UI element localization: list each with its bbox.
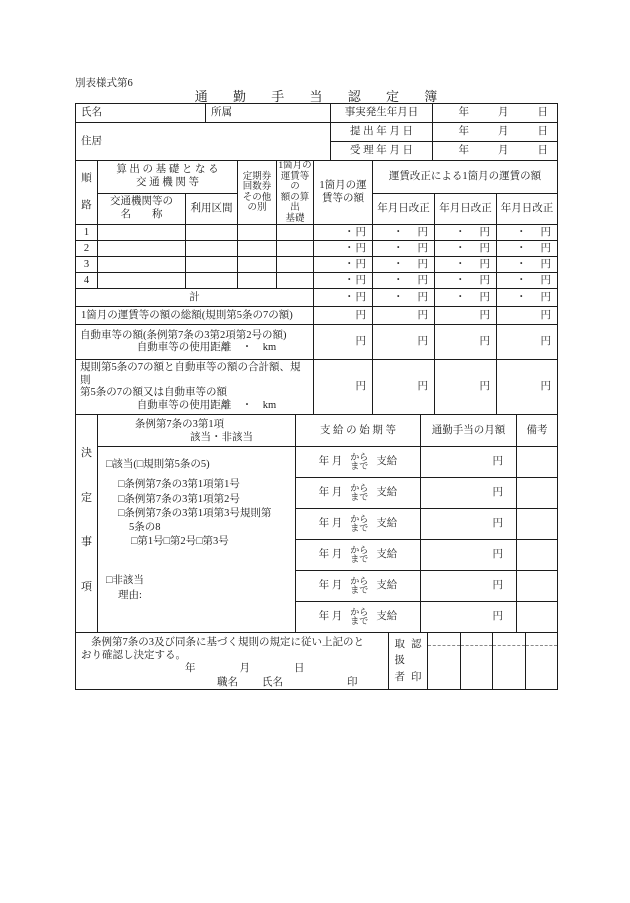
monthly-sum-label: 1箇月の運賃等の額の総額(規則第5条の7の額) [76, 307, 314, 325]
blank-cell [98, 225, 186, 241]
rule-amount-row [76, 360, 558, 415]
revision-amount-cell: ・ 円 [373, 273, 435, 289]
year-label: 年 [458, 145, 469, 156]
blank-cell [277, 241, 314, 257]
revision-col-header: 年月日改正 [497, 193, 558, 224]
payment-period-cell: 年 月 から まで 支給 [296, 540, 421, 571]
blank-cell [238, 225, 277, 241]
route-header [76, 161, 98, 225]
name-label: 氏名 [262, 677, 283, 688]
decision-row [76, 447, 558, 478]
fact-date-value [433, 104, 558, 123]
day-label: 日 [537, 107, 548, 118]
monthly-amount-cell: 円 [421, 447, 517, 478]
blank-cell [238, 241, 277, 257]
revision-amount-cell: ・ 円 [435, 241, 497, 257]
yen-cell: 円 [497, 360, 558, 415]
decision-table [75, 414, 558, 633]
submit-date-value [433, 123, 558, 142]
monthly-sum-row [76, 307, 558, 325]
info-table [75, 103, 558, 161]
revision-amount-cell: ・ 円 [373, 241, 435, 257]
confirmation-cell: 条例第7条の3及び同条に基づく規則の規定に従い上記のと おり確認し決定する。 年 月 日 職名 氏名 印 [76, 633, 389, 690]
monthly-amount-cell: 円 [421, 478, 517, 509]
revision-amount-cell: ・ 円 [373, 225, 435, 241]
affiliation-cell: 所属 [206, 104, 331, 123]
blank-cell [277, 225, 314, 241]
blank-cell [98, 257, 186, 273]
seal-label: 印 [347, 677, 358, 688]
blank-cell [277, 273, 314, 289]
blank-cell [186, 241, 238, 257]
rule-amount-label: 規則第5条の7の額と自動車等の額の合計額、規則 第5条の7の額又は自動車等の額 自動車等の使用距離 ・ km [76, 360, 314, 415]
seal-box [461, 633, 493, 646]
section-header: 利用区間 [186, 193, 238, 224]
blank-cell [186, 257, 238, 273]
revision-amount-cell: ・ 円 [373, 257, 435, 273]
monthly-amount-cell: 円 [421, 540, 517, 571]
accept-date-label: 受 理 年 月 日 [331, 142, 433, 161]
yen-cell: 円 [497, 325, 558, 360]
remarks-cell [517, 478, 558, 509]
decision-side-label [76, 415, 98, 633]
month-label: 月 [498, 107, 509, 118]
route-number: 3 [76, 257, 98, 273]
yen-cell: 円 [497, 307, 558, 325]
seal-box [493, 633, 526, 646]
monthly-fare-header: 1箇月の運 賃等の額 [314, 161, 373, 225]
blank-cell [98, 241, 186, 257]
revision-amount-cell: ・ 円 [497, 241, 558, 257]
fare-amount-cell: ・ 円 [314, 289, 373, 307]
route-header-top: 順 [81, 172, 92, 184]
fare-table [75, 160, 558, 415]
payment-period-cell: 年 月 から まで 支給 [296, 571, 421, 602]
yen-cell: 円 [314, 325, 373, 360]
year-label: 年 [458, 126, 469, 137]
yen-cell: 円 [373, 325, 435, 360]
year-label: 年 [185, 663, 196, 674]
check-item1: □条例第7条の3第1項第1号 [118, 479, 240, 490]
month-label: 月 [498, 145, 509, 156]
remarks-cell [517, 602, 558, 633]
revision-amount-cell: ・ 円 [435, 225, 497, 241]
month-label: 月 [498, 126, 509, 137]
yen-cell: 円 [373, 307, 435, 325]
revision-amount-cell: ・ 円 [435, 257, 497, 273]
job-title-label: 職名 [217, 677, 238, 688]
revision-amount-cell: ・ 円 [435, 289, 497, 307]
fare-row-1 [76, 225, 558, 241]
monthly-amount-cell: 円 [421, 602, 517, 633]
route-number: 2 [76, 241, 98, 257]
revision-amount-cell: ・ 円 [497, 257, 558, 273]
name-cell: 氏名 [76, 104, 206, 123]
revision-group-header: 運賃改正による1箇月の運賃の額 [373, 161, 558, 194]
blank-cell [277, 257, 314, 273]
handler-seal-label: 取 扱 者 認 印 [389, 633, 428, 690]
payment-period-cell: 年 月 から まで 支給 [296, 509, 421, 540]
monthly-amount-header: 通勤手当の月額 [421, 415, 517, 447]
basis-group-header: 算 出 の 基 礎 と な る 交 通 機 関 等 [98, 161, 238, 194]
check-sub-items: □第1号□第2号□第3号 [131, 536, 229, 547]
check-item3-line1: □条例第7条の3第1項第3号規則第 [118, 508, 272, 519]
revision-amount-cell: ・ 円 [435, 273, 497, 289]
seal-box [526, 646, 558, 690]
submit-date-label: 提 出 年 月 日 [331, 123, 433, 142]
car-amount-label: 自動車等の額(条例第7条の3第2項第2号の額) 自動車等の使用距離 ・ km [76, 325, 314, 360]
yen-cell: 円 [435, 325, 497, 360]
fare-amount-cell: ・ 円 [314, 241, 373, 257]
month-label: 月 [239, 663, 250, 674]
payment-start-header: 支 給 の 始 期 等 [296, 415, 421, 447]
blank-cell [238, 257, 277, 273]
yen-cell: 円 [435, 360, 497, 415]
payment-period-cell: 年 月 から まで 支給 [296, 447, 421, 478]
monthly-amount-cell: 円 [421, 509, 517, 540]
day-label: 日 [537, 145, 548, 156]
seal-box [428, 646, 461, 690]
remarks-header: 備考 [517, 415, 558, 447]
blank-cell [238, 273, 277, 289]
fare-amount-cell: ・ 円 [314, 273, 373, 289]
route-header-bottom: 路 [81, 200, 92, 212]
side-char: 定 [81, 491, 92, 504]
route-number: 4 [76, 273, 98, 289]
side-char: 事 [81, 536, 92, 549]
revision-col-header: 年月日改正 [435, 193, 497, 224]
revision-col-header: 年月日改正 [373, 193, 435, 224]
total-label: 計 [76, 289, 314, 307]
monthly-amount-cell: 円 [421, 571, 517, 602]
revision-amount-cell: ・ 円 [497, 225, 558, 241]
fare-amount-cell: ・ 円 [314, 257, 373, 273]
page-title: 通 勤 手 当 認 定 簿 [194, 89, 449, 104]
reason-label: 理由: [118, 590, 142, 601]
commuting-allowance-form [75, 78, 557, 690]
yen-cell: 円 [435, 307, 497, 325]
check-item3-line2: 5条の8 [129, 522, 161, 533]
car-amount-row [76, 325, 558, 360]
remarks-cell [517, 509, 558, 540]
fact-date-label: 事実発生年月日 [331, 104, 433, 123]
transport-name-header: 交通機関等の 名 称 [98, 193, 186, 224]
fare-row-3 [76, 257, 558, 273]
route-number: 1 [76, 225, 98, 241]
day-label: 日 [294, 663, 305, 674]
yen-cell: 円 [314, 360, 373, 415]
seal-box [428, 633, 461, 646]
blank-cell [186, 225, 238, 241]
residence-cell: 住居 [76, 123, 331, 161]
accept-date-value [433, 142, 558, 161]
fare-row-4 [76, 273, 558, 289]
seal-box [461, 646, 493, 690]
check-not-applicable: □非該当 [106, 575, 144, 586]
yen-cell: 円 [314, 307, 373, 325]
footer-table [75, 632, 558, 690]
check-item2: □条例第7条の3第1項第2号 [118, 494, 240, 505]
revision-amount-cell: ・ 円 [497, 289, 558, 307]
calc-base-header: 1箇月の 運賃等の 額の算出 基礎 [278, 161, 312, 224]
payment-period-cell: 年 月 から まで 支給 [296, 602, 421, 633]
fare-row-2 [76, 241, 558, 257]
condition-header: 条例第7条の3第1項 該当・非該当 [98, 415, 296, 447]
check-applicable: □該当(□規則第5条の5) [106, 459, 210, 470]
remarks-cell [517, 447, 558, 478]
year-label: 年 [458, 107, 469, 118]
remarks-cell [517, 571, 558, 602]
day-label: 日 [537, 126, 548, 137]
side-char: 決 [81, 447, 92, 459]
payment-period-cell: 年 月 から まで 支給 [296, 478, 421, 509]
revision-amount-cell: ・ 円 [373, 289, 435, 307]
remarks-cell [517, 540, 558, 571]
fare-amount-cell: ・ 円 [314, 225, 373, 241]
yen-cell: 円 [373, 360, 435, 415]
revision-amount-cell: ・ 円 [497, 273, 558, 289]
blank-cell [186, 273, 238, 289]
seal-box [526, 633, 558, 646]
side-char: 項 [81, 580, 92, 593]
seal-box [493, 646, 526, 690]
ticket-type-header: 定期券 回数券 その他 の別 [238, 161, 277, 225]
blank-cell [98, 273, 186, 289]
checkbox-panel [98, 447, 296, 633]
total-row [76, 289, 558, 307]
form-id: 別表様式第6 [75, 78, 133, 89]
